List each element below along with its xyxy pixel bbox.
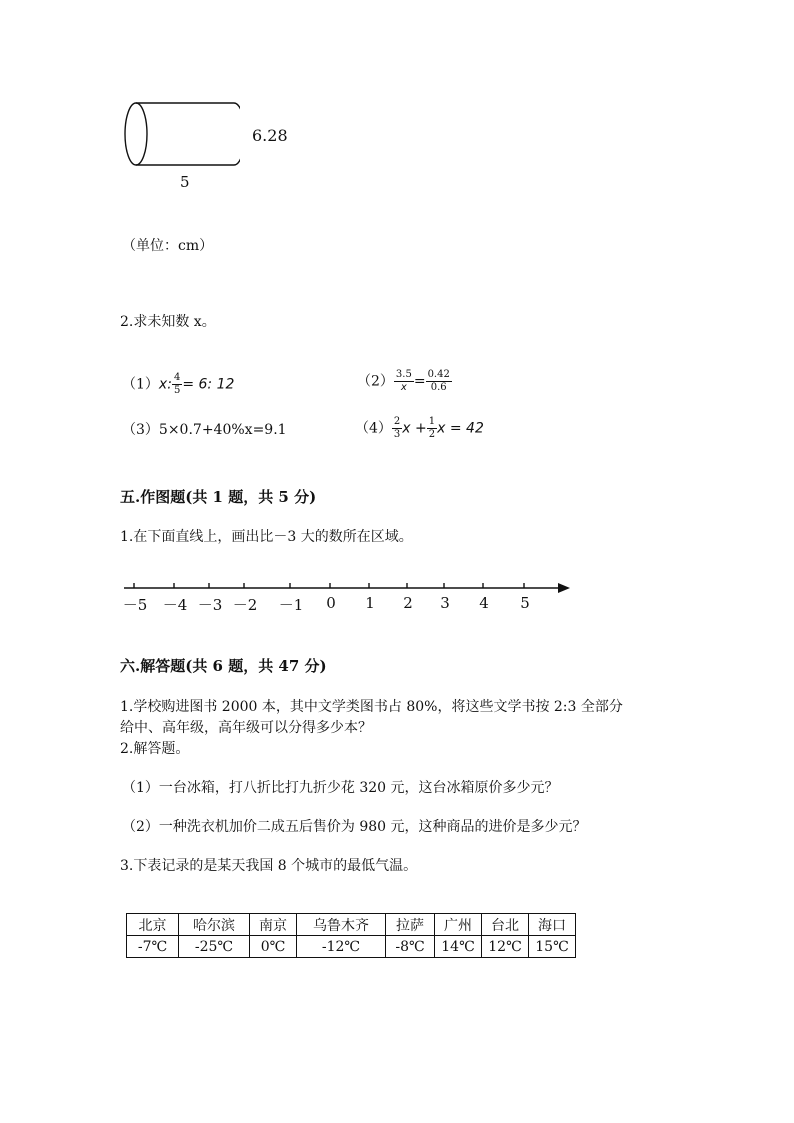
fraction: $\frac{3.5}{x}$ <box>395 369 412 393</box>
q2-item-2-num: （2） <box>357 373 394 390</box>
number-line-label: 2 <box>403 594 413 612</box>
cylinder-right-arc <box>234 103 240 165</box>
cylinder-figure <box>120 95 240 175</box>
city-cell: 拉萨 <box>386 914 435 936</box>
temperature-table <box>126 913 576 958</box>
q2-title: 2.求未知数 x。 <box>120 314 216 330</box>
temp-cell: 15℃ <box>529 936 576 958</box>
city-cell: 台北 <box>482 914 529 936</box>
fraction: $\frac{4}{5}$ <box>173 372 181 396</box>
number-line-label: －2 <box>232 596 258 614</box>
q2-item-2 <box>357 370 452 393</box>
cylinder-height-label: 6.28 <box>252 126 288 145</box>
number-line-label: 1 <box>365 594 375 612</box>
table-row <box>127 936 576 958</box>
temp-cell: -12℃ <box>297 936 386 958</box>
q2-item-3 <box>122 419 287 439</box>
section5-q1: 1.在下面直线上，画出比－3 大的数所在区域。 <box>120 529 413 545</box>
number-line <box>124 578 574 598</box>
city-cell: 海口 <box>529 914 576 936</box>
q2-item-1-num: （1） <box>122 376 159 393</box>
city-cell: 乌鲁木齐 <box>297 914 386 936</box>
number-line-label: 4 <box>479 594 489 612</box>
cylinder-length-label: 5 <box>180 173 190 191</box>
number-line-label: －5 <box>122 596 148 614</box>
fraction: $\frac{0.42}{0.6}$ <box>427 369 450 393</box>
q2-item-4-mid: x + <box>402 420 427 437</box>
number-line-label: －1 <box>278 596 304 614</box>
city-cell: 北京 <box>127 914 179 936</box>
table-row <box>127 914 576 936</box>
temp-cell: 0℃ <box>250 936 297 958</box>
q2-item-3-text: 5×0.7+40%x=9.1 <box>158 422 287 438</box>
number-line-label: 0 <box>326 594 336 612</box>
temp-cell: -25℃ <box>179 936 250 958</box>
number-line-label: －4 <box>162 596 188 614</box>
section6-q1-line1: 1.学校购进图书 2000 本，其中文学类图书占 80%，将这些文学书按 2:3 全部分 <box>120 699 623 715</box>
city-cell: 哈尔滨 <box>179 914 250 936</box>
temp-cell: 14℃ <box>435 936 482 958</box>
number-line-arrow <box>558 583 570 593</box>
section5-heading: 五.作图题(共 1 题，共 5 分) <box>120 488 317 506</box>
unit-note: （单位：cm） <box>122 238 214 254</box>
cylinder-left-face <box>125 103 147 165</box>
fraction: $\frac{1}{2}$ <box>428 416 436 440</box>
section6-q2-2: （2）一种洗衣机加价二成五后售价为 980 元，这种商品的进价是多少元？ <box>122 819 587 835</box>
q2-item-1 <box>122 373 234 396</box>
section6-q3: 3.下表记录的是某天我国 8 个城市的最低气温。 <box>120 858 418 874</box>
q2-item-4-num: （4） <box>355 420 392 437</box>
section6-q2-1: （1）一台冰箱，打八折比打九折少花 320 元，这台冰箱原价多少元？ <box>122 780 559 796</box>
equals-sign: = <box>413 373 426 390</box>
section6-q1-line2: 给中、高年级，高年级可以分得多少本？ <box>120 720 372 736</box>
q2-item-1-rhs: = 6: 12 <box>182 376 235 393</box>
section6-heading: 六.解答题(共 6 题，共 47 分) <box>120 657 327 675</box>
number-line-label: －3 <box>197 596 223 614</box>
temp-cell: -8℃ <box>386 936 435 958</box>
q2-item-1-lhs: x: <box>158 376 172 393</box>
number-line-label: 5 <box>520 594 530 612</box>
q2-item-4 <box>355 417 484 440</box>
fraction: $\frac{2}{3}$ <box>393 416 401 440</box>
section6-q2-title: 2.解答题。 <box>120 741 190 757</box>
city-cell: 广州 <box>435 914 482 936</box>
number-line-label: 3 <box>440 594 450 612</box>
city-cell: 南京 <box>250 914 297 936</box>
temp-cell: 12℃ <box>482 936 529 958</box>
temp-cell: -7℃ <box>127 936 179 958</box>
q2-item-4-rhs: x = 42 <box>437 420 484 437</box>
q2-item-3-num: （3） <box>122 422 159 438</box>
